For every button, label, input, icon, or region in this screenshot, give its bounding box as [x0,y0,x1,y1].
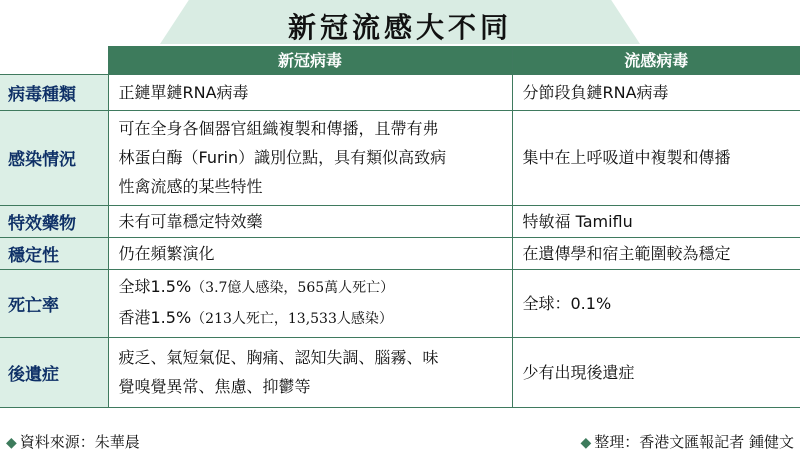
covid-sequelae [108,337,512,407]
text-line: 林蛋白酶（Furin）識別位點，具有類似高致病 [118,148,447,167]
mortality-global-detail: （3.7億人感染，565萬人死亡） [191,280,395,296]
text-line [119,303,504,334]
source-text: 資料來源：朱華晨 [19,433,140,451]
table-row [0,269,800,337]
covid-drugs [108,205,512,237]
footer [0,427,800,457]
covid-infection [108,110,512,205]
covid-virus-type [108,74,512,110]
row-label-infection: 感染情況 [0,110,108,205]
mortality-hongkong: 香港1.5% [118,308,192,327]
text-line: 性禽流感的某些特性 [118,177,263,196]
text-line: 集中在上呼吸道中複製和傳播 [522,148,731,167]
diamond-icon: ◆ [6,435,17,451]
text-line: 在遺傳學和宿主範圍較為穩定 [522,243,731,263]
text-line [119,272,504,303]
text-line: 少有出現後遺症 [522,362,635,382]
comparison-table [0,46,800,408]
title-banner [0,0,800,44]
page-title: 新冠流感大不同 [287,11,512,44]
text-line: 全球：0.1% [522,293,612,313]
text-line: 未有可靠穩定特效藥 [118,211,263,231]
table-row [0,205,800,237]
row-label-sequelae: 後遺症 [0,337,108,407]
text-line: 正鏈單鏈RNA病毒 [118,82,249,102]
flu-infection [512,110,800,205]
table-row [0,337,800,407]
table-row [0,110,800,205]
source-credit [6,431,140,452]
flu-virus-type [512,74,800,110]
row-label-virus-type: 病毒種類 [0,74,108,110]
header-corner [0,46,108,74]
covid-stability [108,237,512,269]
flu-sequelae [512,337,800,407]
text-line: 可在全身各個器官組織複製和傳播，且帶有弗 [118,119,439,138]
row-label-mortality: 死亡率 [0,269,108,337]
row-label-stability: 穩定性 [0,237,108,269]
row-label-drugs: 特效藥物 [0,205,108,237]
table-row [0,74,800,110]
text-line: 分節段負鏈RNA病毒 [522,82,669,102]
header-covid: 新冠病毒 [108,46,512,74]
flu-mortality [512,269,800,337]
diamond-icon: ◆ [580,435,592,451]
flu-stability [512,237,800,269]
table-row [0,237,800,269]
text-line: 仍在頻繁演化 [118,243,215,263]
text-line: 特敏福 Tamiflu [522,211,633,231]
mortality-hongkong-detail: （213人死亡，13,533人感染） [191,311,393,327]
text-line: 覺嗅覺異常、焦慮、抑鬱等 [118,377,311,396]
mortality-global: 全球1.5% [118,277,192,296]
text-line: 疲乏、氣短氣促、胸痛、認知失調、腦霧、味 [118,348,439,367]
compiler-text: 整理：香港文匯報記者 鍾健文 [594,433,794,451]
header-flu: 流感病毒 [512,46,800,74]
compiler-credit [580,431,794,452]
covid-mortality [108,269,512,337]
table-header-row [0,46,800,74]
flu-drugs [512,205,800,237]
